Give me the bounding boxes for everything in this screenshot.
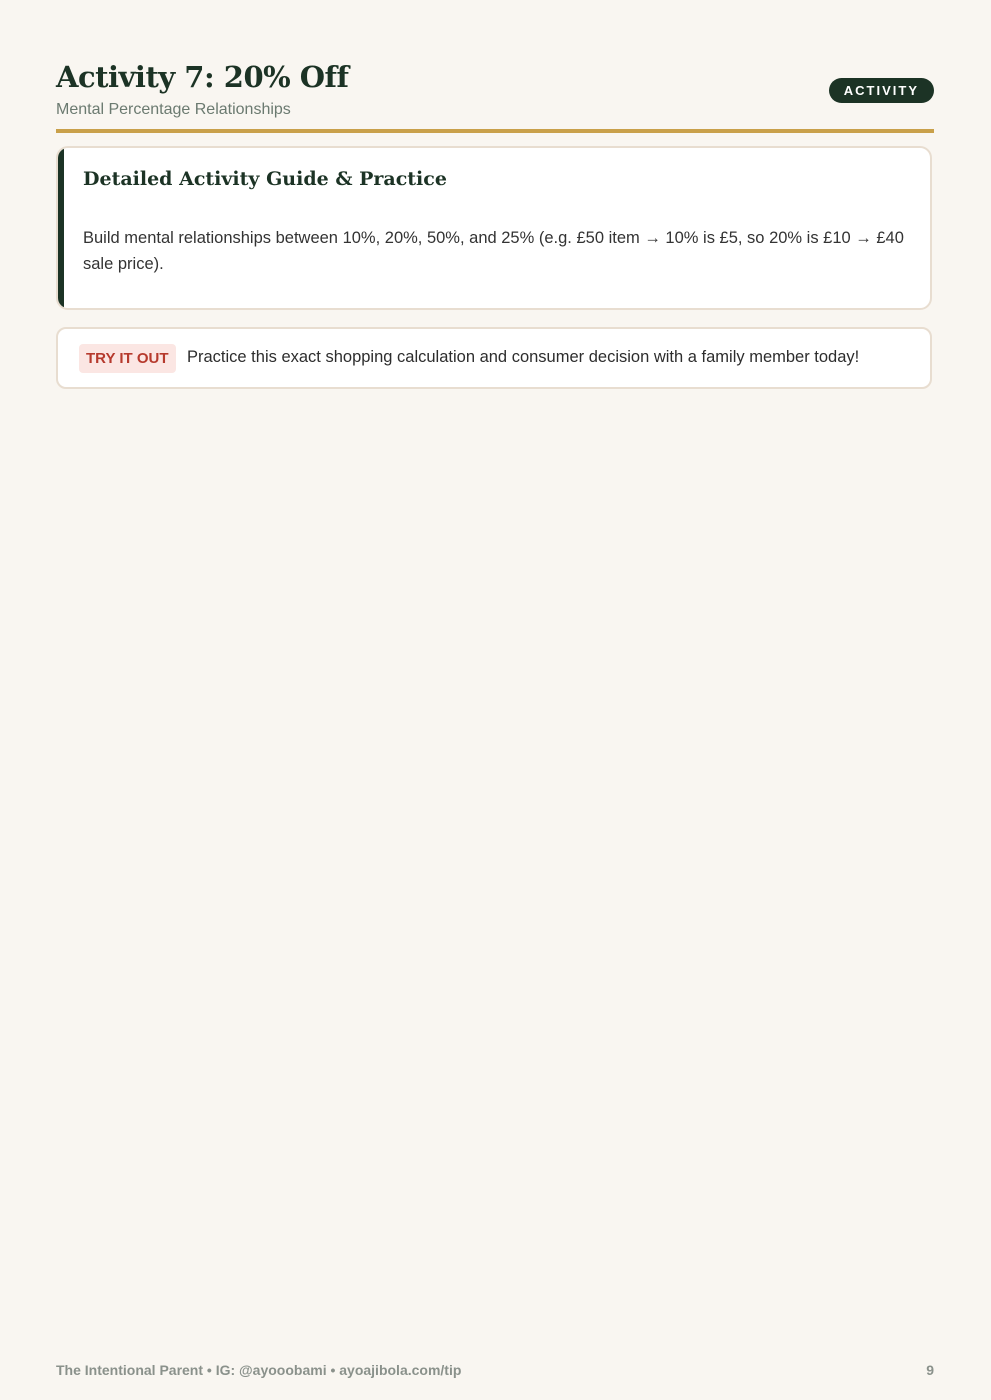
page-subtitle: Mental Percentage Relationships bbox=[56, 101, 291, 118]
try-it-out-tag: TRY IT OUT bbox=[79, 344, 176, 373]
footer-credits: The Intentional Parent • IG: @ayooobami • ayoajibola.com/tip bbox=[56, 1362, 462, 1378]
page-footer bbox=[56, 1360, 934, 1380]
page-number: 9 bbox=[926, 1362, 934, 1378]
try-it-out-card bbox=[56, 327, 932, 389]
activity-guide-card bbox=[56, 146, 932, 310]
guide-body: Build mental relationships between 10%, 20%, 50%, and 25% (e.g. £50 item → 10% is £5, so 20% is £10 → £40 sale price). bbox=[83, 229, 904, 273]
guide-title: Detailed Activity Guide & Practice bbox=[83, 168, 447, 190]
page-header bbox=[56, 56, 934, 134]
try-it-out-text: Practice this exact shopping calculation and consumer decision with a family member today! bbox=[187, 348, 860, 366]
page bbox=[56, 0, 934, 1400]
activity-badge: ACTIVITY bbox=[829, 78, 934, 103]
page-title: Activity 7: 20% Off bbox=[56, 60, 349, 94]
header-divider bbox=[56, 129, 934, 133]
card-accent-bar bbox=[58, 148, 64, 308]
